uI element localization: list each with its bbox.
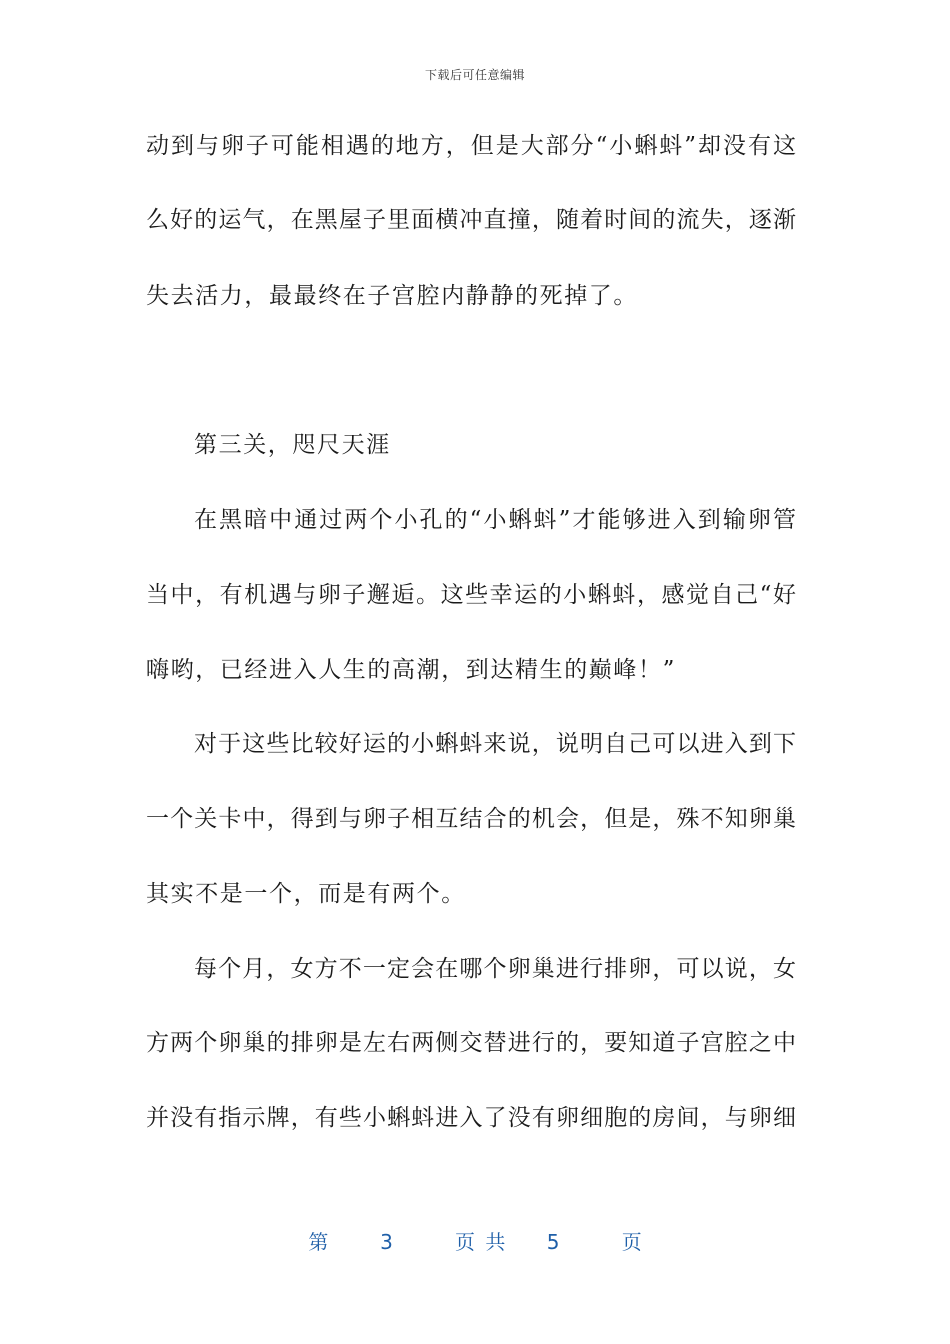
page-header: 下载后可任意编辑	[424, 68, 525, 82]
body-line-8: 对于这些比较好运的小蝌蚪来说，说明自己可以进入到下	[194, 731, 796, 757]
body-line-3: 失去活力，最最终在子宫腔内静静的死掉了。	[146, 283, 638, 309]
body-line-2: 么好的运气，在黑屋子里面横冲直撞，随着时间的流失，逐渐	[146, 207, 796, 233]
body-line-7: 嗨哟，已经进入人生的高潮，到达精生的巅峰！”	[146, 657, 676, 683]
body-line-11: 每个月，女方不一定会在哪个卵巢进行排卵，可以说，女	[194, 956, 796, 982]
footer-page-label: 第	[308, 1230, 329, 1254]
footer-total-pages: 5	[546, 1230, 560, 1254]
page-footer	[0, 1226, 950, 1255]
footer-end-label: 页	[621, 1230, 642, 1254]
footer-total-label: 页 共	[455, 1230, 506, 1254]
body-line-5: 在黑暗中通过两个小孔的“小蝌蚪”才能够进入到输卵管	[194, 507, 796, 533]
body-line-1: 动到与卵子可能相遇的地方，但是大部分“小蝌蚪”却没有这	[146, 133, 796, 159]
footer-current-page: 3	[380, 1230, 393, 1254]
body-line-6: 当中，有机遇与卵子邂逅。这些幸运的小蝌蚪，感觉自己“好	[146, 582, 796, 608]
body-line-10: 其实不是一个，而是有两个。	[146, 881, 466, 907]
body-line-13: 并没有指示牌，有些小蝌蚪进入了没有卵细胞的房间，与卵细	[146, 1105, 796, 1131]
body-line-12: 方两个卵巢的排卵是左右两侧交替进行的，要知道子宫腔之中	[146, 1030, 796, 1056]
section-heading: 第三关，咫尺天涯	[194, 432, 391, 458]
body-line-9: 一个关卡中，得到与卵子相互结合的机会，但是，殊不知卵巢	[146, 806, 796, 832]
